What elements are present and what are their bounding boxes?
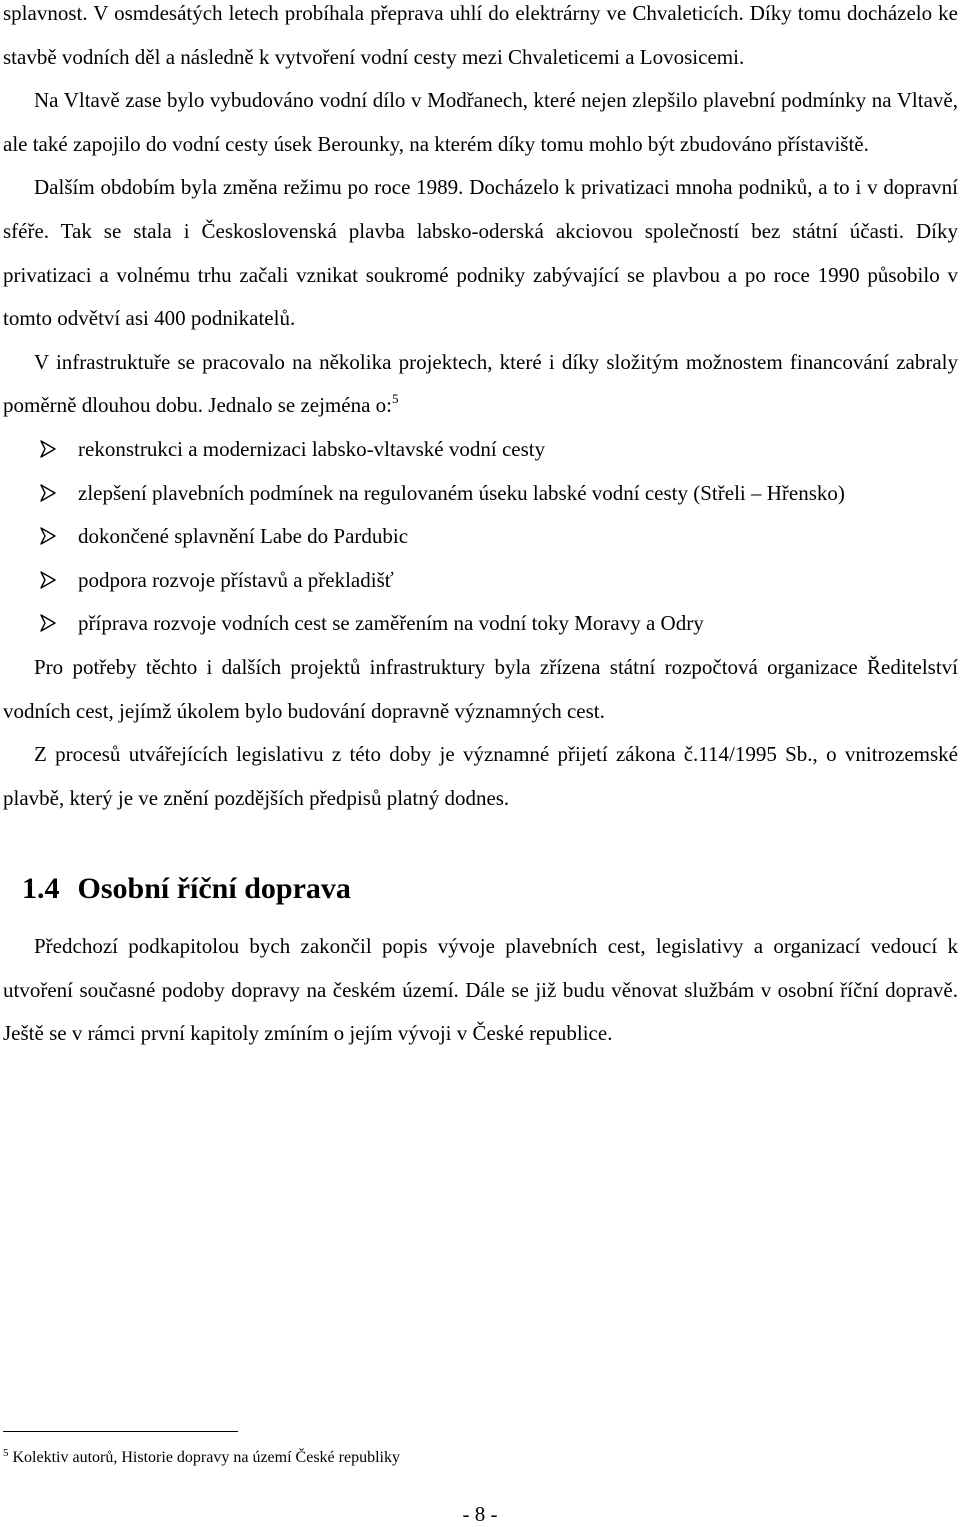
footnote-divider <box>3 1431 238 1432</box>
page-number: - 8 - <box>462 1502 498 1526</box>
paragraph-privatization: Dalším obdobím byla změna režimu po roce 1989. Docházelo k privatizaci mnoha podniků, a to i v dopravní sféře. Tak se stala i Československá plavba labsko-oderská akciovou společností bez státní účasti. Díky privatizaci a volnému trhu začali vznikat soukromé podniky zabývající se plavbou a po roce 1990 působilo v tomto odvětví asi 400 podnikatelů. <box>3 175 958 331</box>
list-item-text: rekonstrukci a modernizaci labsko-vltavské vodní cesty <box>78 436 546 461</box>
footnote <box>3 1447 400 1469</box>
arrowhead-bullet-icon <box>39 527 57 545</box>
arrowhead-bullet-icon <box>39 571 57 589</box>
paragraph-infrastructure <box>3 341 958 428</box>
list-item <box>3 515 958 559</box>
list-item <box>3 602 958 646</box>
arrowhead-bullet-icon <box>39 440 57 458</box>
footnote-text: Kolektiv autorů, Historie dopravy na území České republiky <box>12 1449 400 1466</box>
footnote-reference: 5 <box>391 391 399 407</box>
paragraph-coal-transport: splavnost. V osmdesátých letech probíhala přeprava uhlí do elektrárny ve Chvaleticích. Díky tomu docházelo ke stavbě vodních děl a následně k vytvoření vodní cesty mezi Chvaleticemi a Lovosicemi. <box>3 1 958 69</box>
paragraph-infrastructure-text: V infrastruktuře se pracovalo na několika projektech, které i díky složitým možnostem financování zabraly poměrně dlouhou dobu. Jednalo se zejména o: <box>3 349 958 418</box>
list-item-text: zlepšení plavebních podmínek na regulovaném úseku labské vodní cesty (Střeli – Hřensko) <box>78 480 845 505</box>
section-title: Osobní říční doprava <box>77 872 351 906</box>
paragraph-vltava-modrany: Na Vltavě zase bylo vybudováno vodní dílo v Modřanech, které nejen zlepšilo plavební podmínky na Vltavě, ale také zapojilo do vodní cesty úsek Berounky, na kterém díky tomu mohlo být zbudováno přístaviště. <box>3 88 958 156</box>
paragraph-chapter-intro: Předchozí podkapitolou bych zakončil popis vývoje plavebních cest, legislativy a organizací vedoucí k utvoření současné podoby dopravy na českém území. Dále se již budu věnovat službám v osobní říční dopravě. Ještě se v rámci první kapitoly zmíním o jejím vývoji v České republice. <box>3 934 958 1046</box>
arrowhead-bullet-icon <box>39 484 57 502</box>
list-item-text: dokončené splavnění Labe do Pardubic <box>78 524 409 549</box>
list-item <box>3 559 958 603</box>
paragraph-directorate: Pro potřeby těchto i dalších projektů infrastruktury byla zřízena státní rozpočtová organizace Ředitelství vodních cest, jejímž úkolem bylo budování dopravně významných cest. <box>3 654 958 723</box>
section-number: 1.4 <box>22 872 60 906</box>
project-list <box>3 428 958 646</box>
paragraph-legislation: Z procesů utvářejících legislativu z této doby je významné přijetí zákona č.114/1995 Sb., o vnitrozemské plavbě, který je ve znění pozdějších předpisů platný dodnes. <box>3 742 958 810</box>
list-item-text: podpora rozvoje přístavů a překladišť <box>78 567 394 592</box>
list-item <box>3 472 958 516</box>
section-heading <box>3 869 958 909</box>
arrowhead-bullet-icon <box>39 614 57 632</box>
list-item <box>3 428 958 472</box>
body-text <box>3 0 958 1056</box>
list-item-text: příprava rozvoje vodních cest se zaměřením na vodní toky Moravy a Odry <box>78 611 704 636</box>
footnote-marker: 5 <box>3 1447 9 1459</box>
